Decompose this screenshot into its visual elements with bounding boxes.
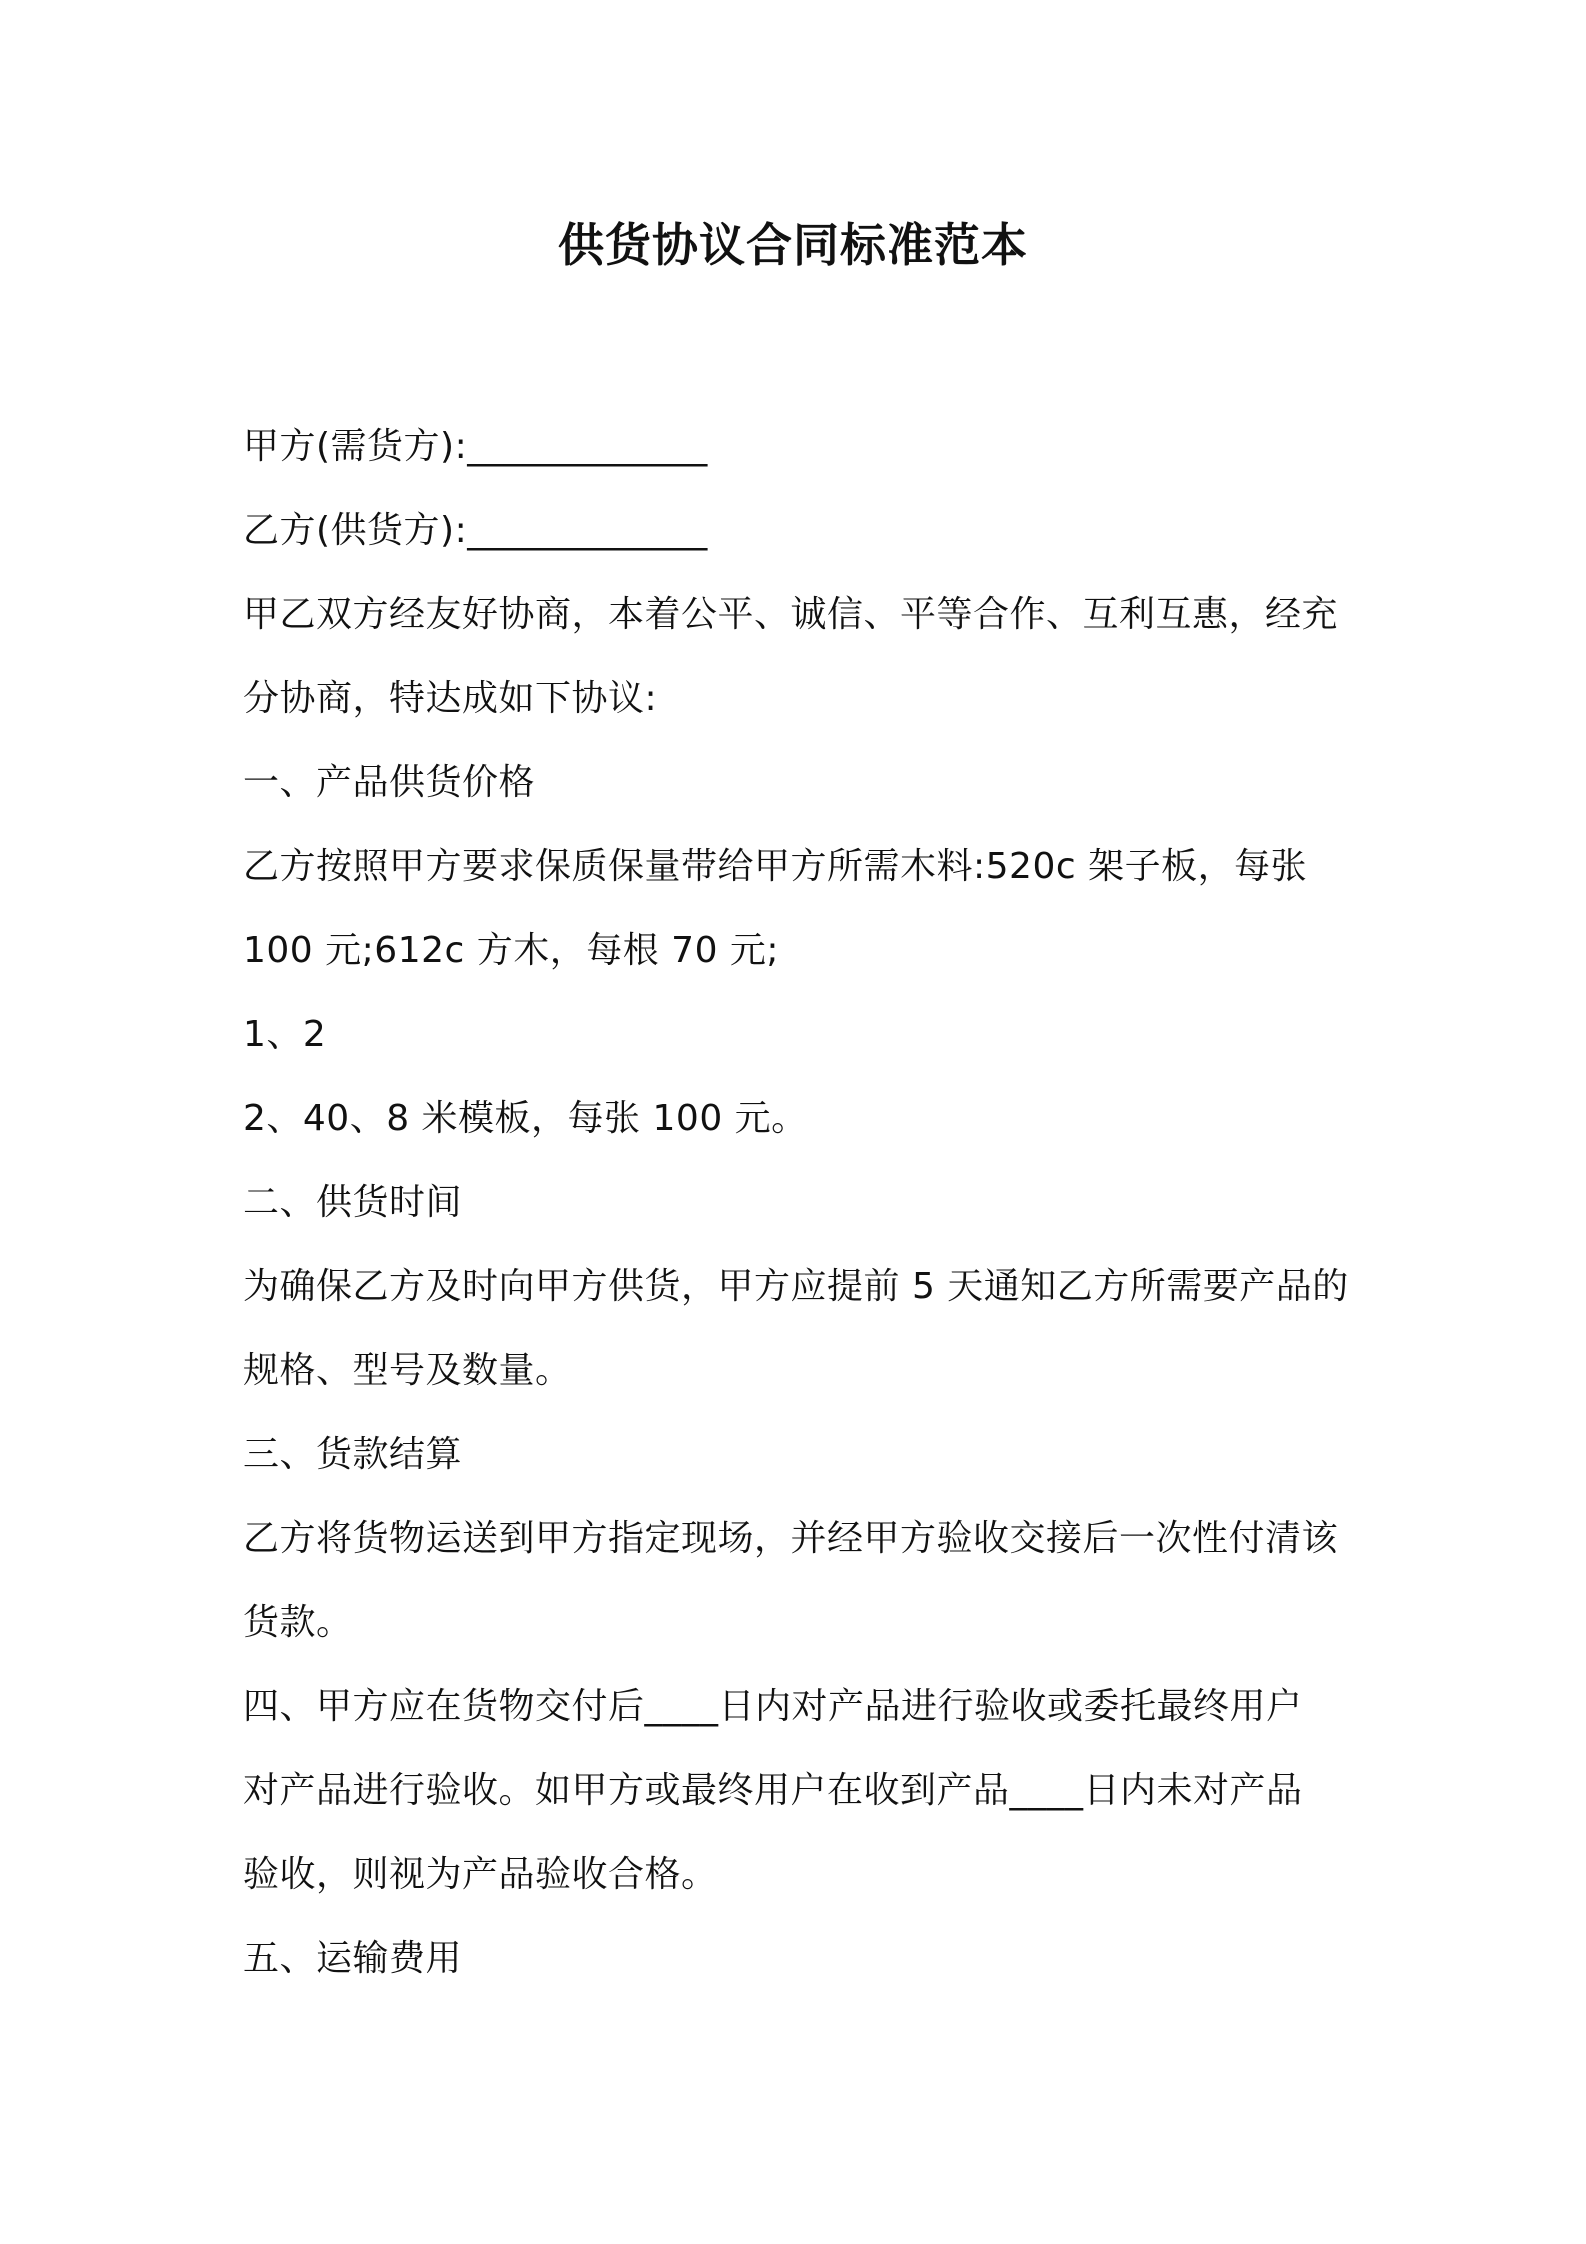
preamble-line-2: 分协商，特达成如下协议: <box>243 678 658 719</box>
payment-line-2: 货款。 <box>243 1602 353 1643</box>
section-heading-payment: 三、货款结算 <box>243 1434 463 1475</box>
party-a-line: 甲方(需货方):_____________ <box>243 426 708 467</box>
price-item-1: 1、2 <box>243 1014 327 1055</box>
section-heading-transport: 五、运输费用 <box>243 1938 463 1979</box>
price-line-2: 100 元;612c 方木，每根 70 元; <box>243 930 780 971</box>
section-heading-price: 一、产品供货价格 <box>243 762 536 803</box>
party-b-line: 乙方(供货方):_____________ <box>243 510 708 551</box>
preamble-line-1: 甲乙双方经友好协商，本着公平、诚信、平等合作、互利互惠，经充 <box>243 594 1339 635</box>
price-line-1: 乙方按照甲方要求保质保量带给甲方所需木料:520c 架子板，每张 <box>243 846 1308 887</box>
inspection-line-1: 四、甲方应在货物交付后____日内对产品进行验收或委托最终用户 <box>243 1686 1303 1727</box>
time-line-2: 规格、型号及数量。 <box>243 1350 572 1391</box>
section-heading-time: 二、供货时间 <box>243 1182 463 1223</box>
time-line-1: 为确保乙方及时向甲方供货，甲方应提前 5 天通知乙方所需要产品的 <box>243 1266 1349 1307</box>
document-body <box>243 405 1353 2001</box>
payment-line-1: 乙方将货物运送到甲方指定现场，并经甲方验收交接后一次性付清该 <box>243 1518 1339 1559</box>
inspection-line-3: 验收，则视为产品验收合格。 <box>243 1854 718 1895</box>
document-title: 供货协议合同标准范本 <box>558 218 1028 272</box>
price-item-2: 2、40、8 米模板，每张 100 元。 <box>243 1098 808 1139</box>
inspection-line-2: 对产品进行验收。如甲方或最终用户在收到产品____日内未对产品 <box>243 1770 1303 1811</box>
